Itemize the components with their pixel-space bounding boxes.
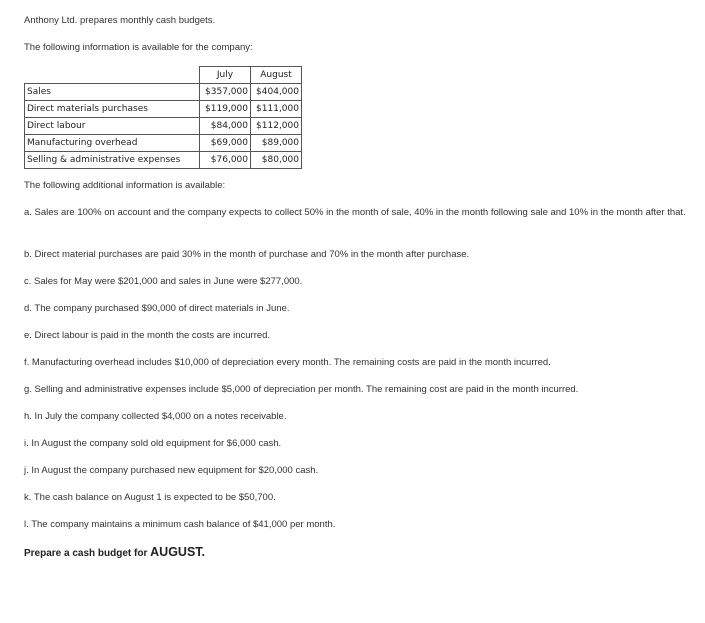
info-item-a: a. Sales are 100% on account and the company expects to collect 50% in the month of sale, 40% in the month following sale and 10% in the month after that. (24, 207, 686, 218)
august-value: $89,000 (251, 135, 302, 152)
intro-line-2: The following information is available for the company: (24, 42, 253, 53)
info-item-g: g. Selling and administrative expenses include $5,000 of depreciation per month. The remaining cost are paid in the month incurred. (24, 384, 579, 395)
task-prefix: Prepare a cash budget for (24, 548, 151, 559)
table-row (25, 84, 302, 101)
row-label: Sales (25, 84, 200, 101)
intro-line-1: Anthony Ltd. prepares monthly cash budgets. (24, 15, 216, 26)
info-item-l: l. The company maintains a minimum cash balance of $41,000 per month. (24, 519, 336, 530)
table-header-row (25, 67, 302, 84)
august-value: $404,000 (251, 84, 302, 101)
info-item-k: k. The cash balance on August 1 is expected to be $50,700. (24, 492, 276, 503)
budget-table (24, 66, 302, 169)
july-value: $357,000 (200, 84, 251, 101)
july-value: $119,000 (200, 101, 251, 118)
august-value: $80,000 (251, 152, 302, 169)
july-value: $84,000 (200, 118, 251, 135)
info-item-f: f. Manufacturing overhead includes $10,000 of depreciation every month. The remaining costs are paid in the month incurred. (24, 357, 551, 368)
row-label: Selling & administrative expenses (25, 152, 200, 169)
info-item-d: d. The company purchased $90,000 of direct materials in June. (24, 303, 290, 314)
info-item-e: e. Direct labour is paid in the month the costs are incurred. (24, 330, 271, 341)
august-value: $112,000 (251, 118, 302, 135)
column-header-august: August (251, 67, 302, 84)
info-item-j: j. In August the company purchased new equipment for $20,000 cash. (24, 465, 319, 476)
table-row (25, 118, 302, 135)
august-value: $111,000 (251, 101, 302, 118)
row-label: Direct labour (25, 118, 200, 135)
table-row (25, 135, 302, 152)
column-header-july: July (200, 67, 251, 84)
task-instruction (24, 546, 205, 560)
table-header-blank (25, 67, 200, 84)
table-row (25, 152, 302, 169)
task-month: AUGUST. (150, 545, 206, 559)
info-item-c: c. Sales for May were $201,000 and sales in June were $277,000. (24, 276, 303, 287)
table-row (25, 101, 302, 118)
additional-info-heading: The following additional information is available: (24, 180, 226, 191)
row-label: Manufacturing overhead (25, 135, 200, 152)
row-label: Direct materials purchases (25, 101, 200, 118)
info-item-h: h. In July the company collected $4,000 on a notes receivable. (24, 411, 287, 422)
info-item-i: i. In August the company sold old equipment for $6,000 cash. (24, 438, 282, 449)
july-value: $69,000 (200, 135, 251, 152)
july-value: $76,000 (200, 152, 251, 169)
info-item-b: b. Direct material purchases are paid 30% in the month of purchase and 70% in the month after purchase. (24, 249, 470, 260)
